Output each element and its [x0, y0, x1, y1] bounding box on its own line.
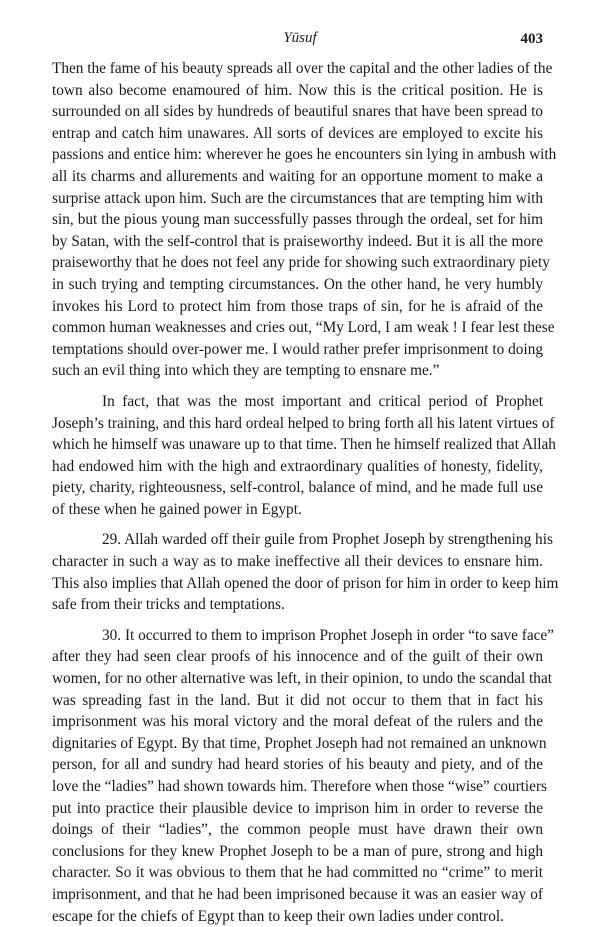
- text-line: in such trying and tempting circumstances. On the other hand, he very humbly: [52, 275, 543, 293]
- text-line: imprisonment was his moral victory and the moral defeat of the rulers and the: [52, 713, 543, 731]
- text-line: In fact, that was the most important and critical period of Prophet: [102, 392, 543, 410]
- text-line: 30. It occurred to them to imprison Prophet Joseph in order “to save face”: [102, 626, 554, 644]
- text-line: dignitaries of Egypt. By that time, Prophet Joseph had not remained an unknown: [52, 734, 547, 752]
- text-line: Then the fame of his beauty spreads all over the capital and the other ladies of the: [52, 60, 553, 77]
- text-line: escape for the chiefs of Egypt than to keep their own ladies under control.: [52, 907, 504, 925]
- text-line: passions and entice him: wherever he goes he encounters sin lying in ambush with: [52, 146, 557, 164]
- text-line: praiseworthy that he does not feel any pride for showing such extraordinary piety: [52, 254, 550, 272]
- body-text: [52, 58, 559, 927]
- text-line: surrounded on all sides by hundreds of beautiful snares that have been spread to: [52, 103, 543, 121]
- paragraph: [52, 58, 557, 382]
- text-line: which he himself was unaware up to that time. Then he himself realized that Allah: [52, 436, 556, 454]
- text-line: women, for no other alternative was left, in their opinion, to undo the scandal that: [52, 670, 552, 688]
- paragraph: [52, 529, 559, 615]
- text-line: of these when he gained power in Egypt.: [52, 500, 302, 518]
- text-line: sin, but the pious young man successfully passes through the ordeal, set for him: [52, 211, 543, 229]
- text-line: common human weaknesses and cries out, “My Lord, I am weak ! I fear lest these: [52, 319, 555, 337]
- text-line: entrap and catch him unawares. All sorts of devices are employed to excite his: [52, 124, 543, 142]
- text-line: all its charms and allurements and waiting for an opportune moment to make a: [52, 167, 543, 185]
- text-line: This also implies that Allah opened the door of prison for him in order to keep him: [52, 574, 559, 592]
- text-line: piety, charity, righteousness, self-control, balance of mind, and he made full use: [52, 479, 543, 497]
- text-line: imprisonment, and that he had been imprisoned because it was an easier way of: [52, 885, 543, 903]
- text-line: conclusions for they knew Prophet Joseph to be a man of pure, strong and high: [52, 842, 543, 860]
- text-line: put into practice their plausible device to imprison him in order to reverse the: [52, 799, 543, 817]
- text-line: after they had seen clear proofs of his innocence and of the guilt of their own: [52, 648, 543, 666]
- text-line: invokes his Lord to protect him from those traps of sin, for he is afraid of the: [52, 297, 543, 315]
- paragraph-gap: [52, 616, 543, 625]
- text-line: such an evil thing into which they are tempting to ensnare me.”: [52, 362, 440, 380]
- text-line: 29. Allah warded off their guile from Prophet Joseph by strengthening his: [102, 531, 553, 549]
- text-line: safe from their tricks and temptations.: [52, 596, 285, 614]
- text-line: love the “ladies” had shown towards him. Therefore when those “wise” courtiers: [52, 778, 548, 795]
- paragraph: [52, 391, 556, 521]
- text-line: was spreading fast in the land. But it did not occur to them that in fact his: [52, 691, 543, 709]
- paragraph: [52, 625, 554, 927]
- text-line: person, for all and sundry had heard stories of his beauty and piety, and of the: [52, 756, 543, 774]
- text-line: surprise attack upon him. Such are the circumstances that are tempting him with: [52, 189, 543, 207]
- text-line: doings of their “ladies”, the common people must have drawn their own: [52, 821, 543, 839]
- text-line: temptations should over-power me. I would rather prefer imprisonment to doing: [52, 340, 543, 358]
- paragraph-gap: [52, 382, 543, 391]
- text-line: had endowed him with the high and extraordinary qualities of honesty, fidelity,: [52, 457, 543, 475]
- text-line: character in such a way as to make ineffective all their devices to ensnare him.: [52, 553, 543, 571]
- text-line: by Satan, with the self-control that is praiseworthy indeed. But it is all the more: [52, 232, 543, 250]
- text-line: character. So it was obvious to them that he had committed no “crime” to merit: [52, 864, 543, 882]
- page-number: 403: [520, 31, 543, 47]
- running-head: [0, 30, 600, 50]
- text-line: Joseph’s training, and this hard ordeal helped to bring forth all his latent virtues of: [52, 414, 555, 432]
- text-line: town also become enamoured of him. Now this is the critical position. He is: [52, 81, 543, 99]
- chapter-title: Yūsuf: [283, 30, 317, 46]
- paragraph-gap: [52, 520, 543, 529]
